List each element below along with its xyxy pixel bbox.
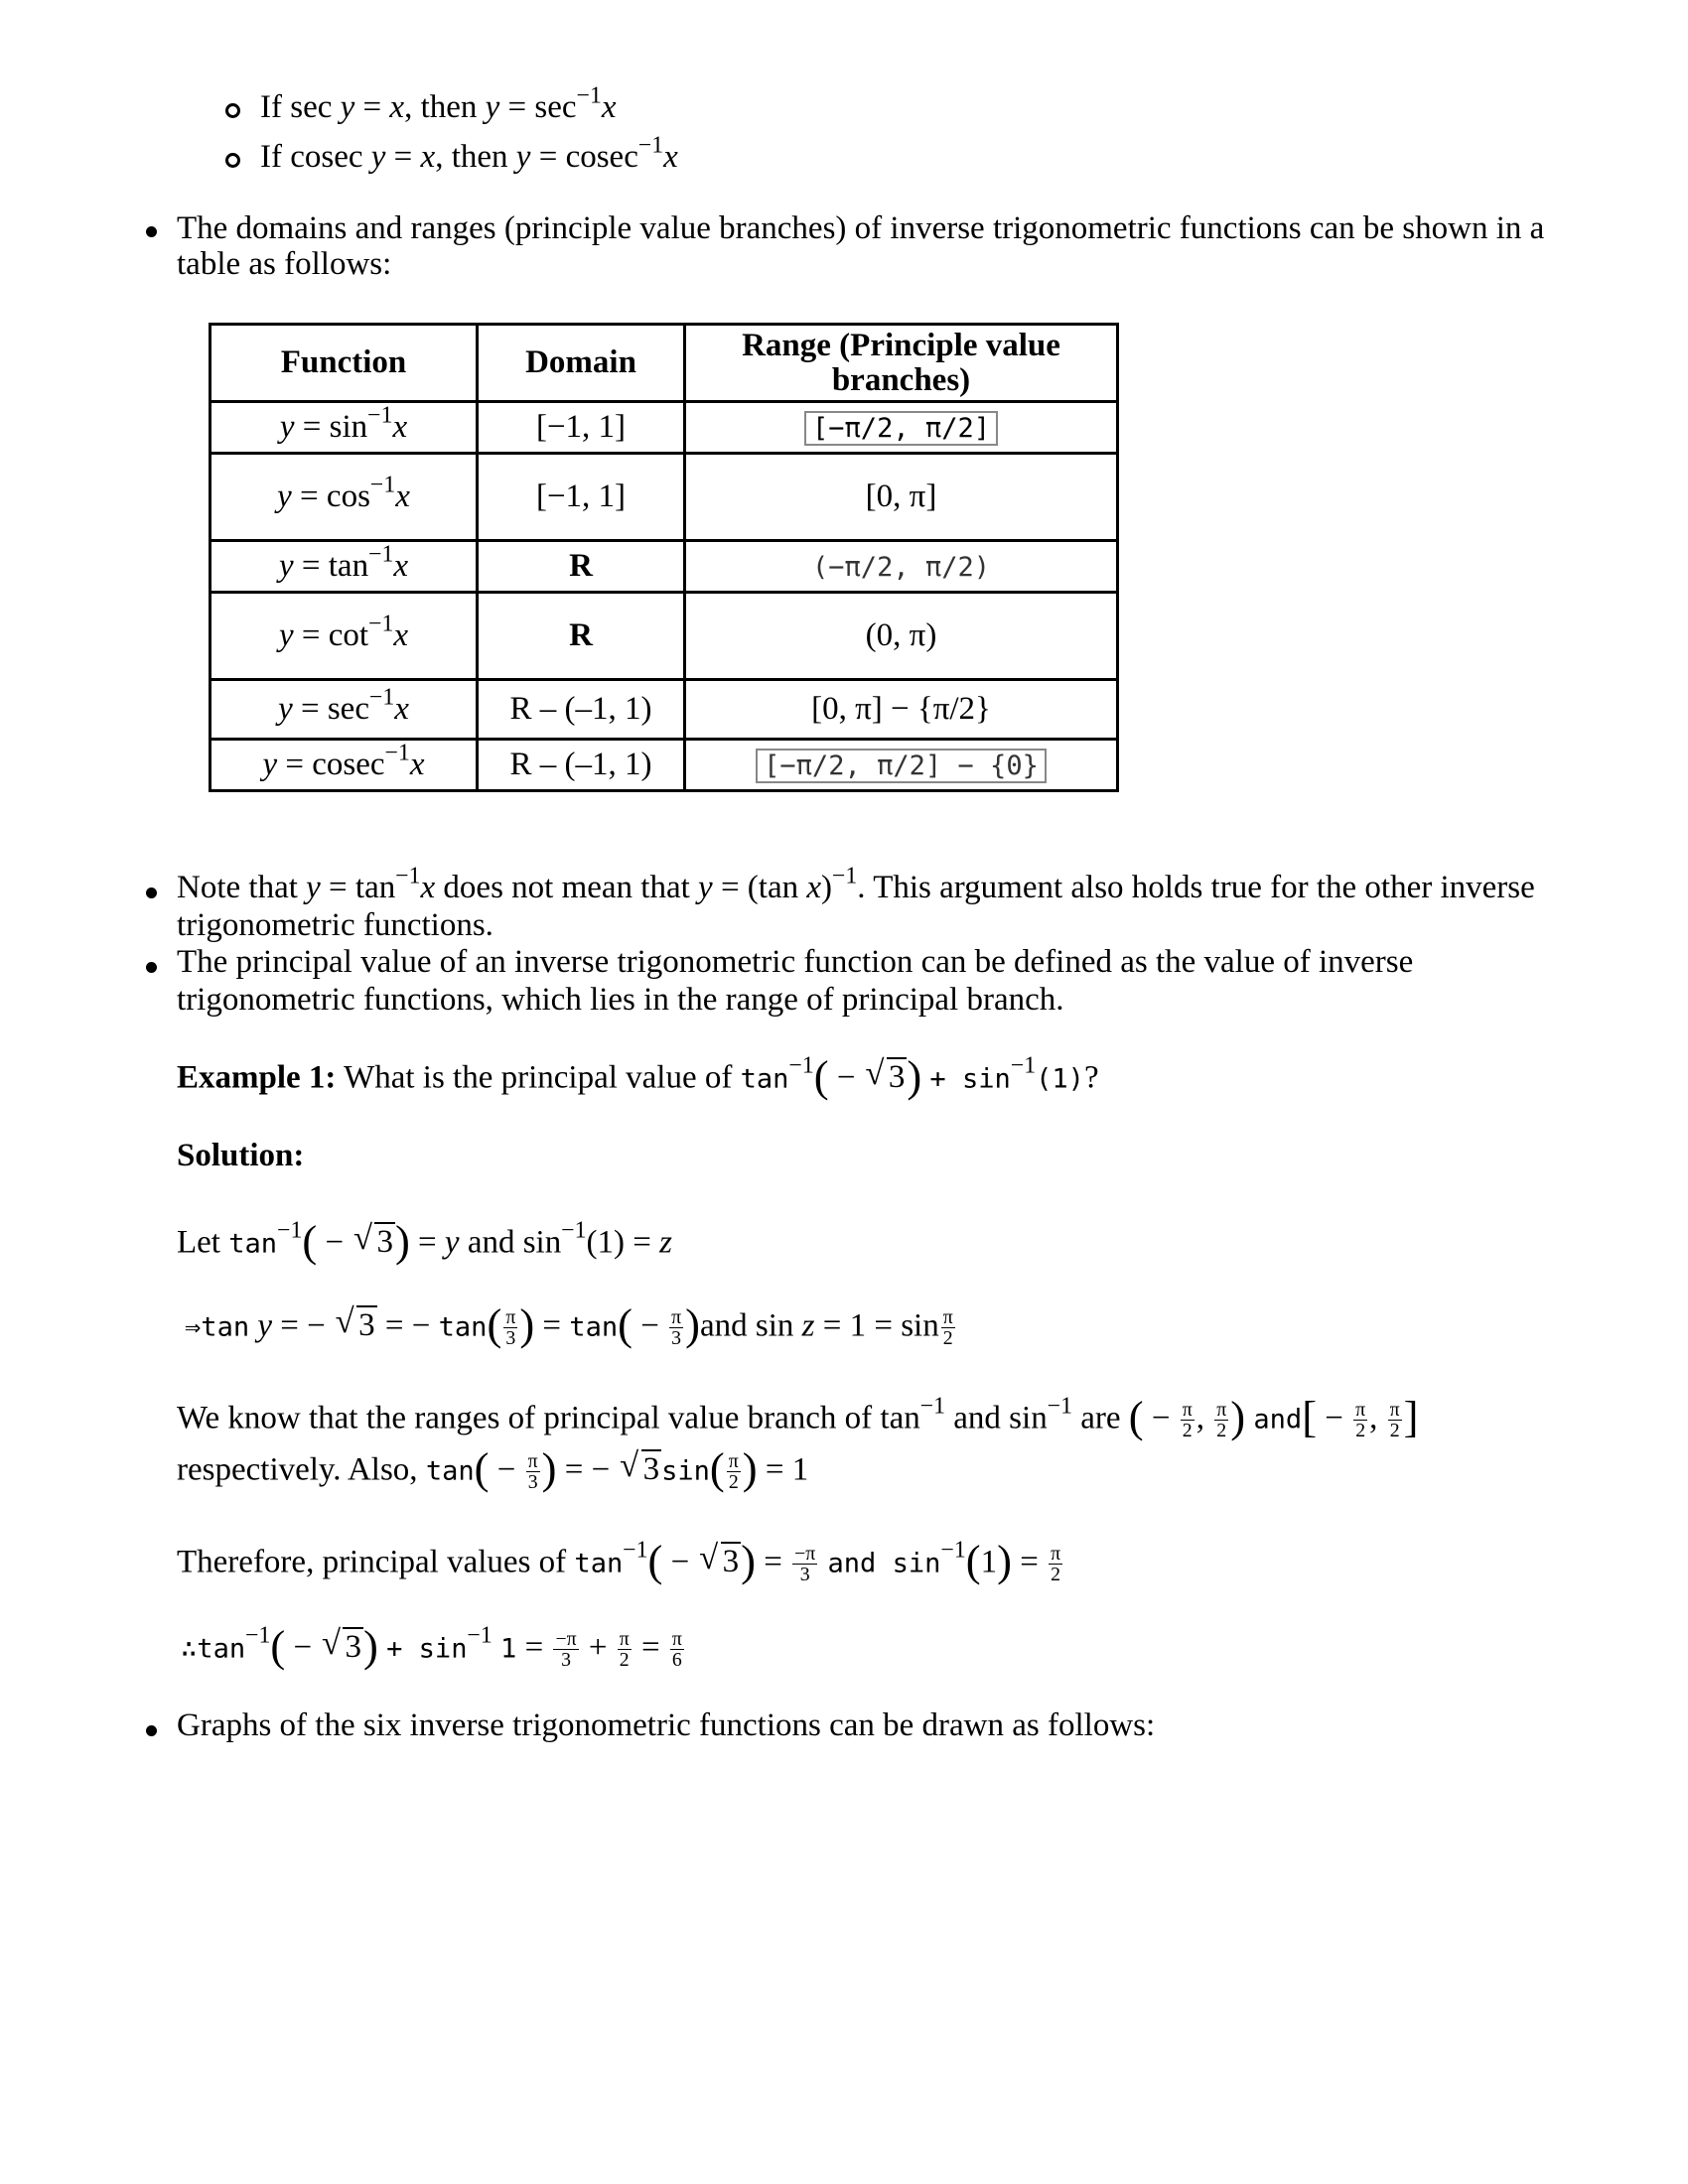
cell-domain: R – (–1, 1) (478, 680, 685, 740)
note-line-1: Note that $y = \tan^{-1}x$ does not mean that y = (tan x)$^{-1}$. This argument also holds true for the other inverse (177, 863, 1535, 905)
bullet-marker (146, 962, 157, 973)
solution-therefore-line: Therefore, principal values of $\tan^{-1}$( − √ 3) = $\frac{-\pi}{3}$ and $\sin^{-1}(1)$ = $\frac{\pi}{2}$ (177, 1537, 1064, 1585)
cell-function: $y = \cot^{-1}x$ (211, 593, 478, 680)
cell-function: y = cosec$^{-1}$x (211, 740, 478, 791)
solution-let-line: Let $\tan^{-1}$( − √ 3) = y and $\sin^{-1}(1) = z$ (177, 1217, 672, 1266)
header-range: Range (Principle value branches) (685, 325, 1118, 402)
cell-function: $y = \sec^{-1}x$ (211, 680, 478, 740)
solution-result-line: $\therefore\tan^{-1}$( − √ $3) + \sin^{-1} 1$ = $\frac{-\pi}{3}$ + $\frac{\pi}{2}$ = $\frac{\pi}{6}$ (181, 1622, 686, 1671)
bullet-marker (146, 1725, 157, 1736)
cell-range: (−π/2, π/2) (685, 541, 1118, 593)
solution-respectively-line: respectively. Also, tan( − $\frac{\pi}{3}$ ) = − √ 3sin( $\frac{\pi}{2}$ ) = 1 (177, 1444, 808, 1493)
solution-label: Solution: (177, 1138, 305, 1173)
cell-domain: [−1, 1] (478, 402, 685, 454)
cell-range: [−π/2, π/2] − {0} (685, 740, 1118, 791)
header-function: Function (211, 325, 478, 402)
table-row (211, 740, 1118, 791)
sub-bullet-sec: If sec y = x, then $y = \sec^{-1}x$ (260, 82, 617, 125)
cell-range: [0, π] (685, 454, 1118, 541)
graphs-bullet-text: Graphs of the six inverse trigonometric functions can be drawn as follows: (177, 1707, 1156, 1743)
cell-domain: [−1, 1] (478, 454, 685, 541)
table-row (211, 680, 1118, 740)
table-row (211, 402, 1118, 454)
example-question: Example 1: What is the principal value of $\tan^{-1}$( − √ $3) + \sin^{-1}(1)$? (177, 1052, 1099, 1101)
cell-range: (0, π) (685, 593, 1118, 680)
cell-function: $y = \sin^{-1}x$ (211, 402, 478, 454)
solution-know-line: We know that the ranges of principal value branch of $\tan^{-1}$ and $\sin^{-1}$ are ( − $\frac{\pi}{2}$ , $\frac{\pi}{2}$ ) and[ − $\frac{\pi}{2}$ , $\frac{\pi}{2}$ ] (177, 1392, 1419, 1442)
cell-domain: R (478, 593, 685, 680)
principal-line-2: trigonometric functions, which lies in the range of principal branch. (177, 982, 1064, 1018)
sub-bullet-marker (225, 103, 240, 118)
cell-function: $y = \cos^{-1}x$ (211, 454, 478, 541)
table-row (211, 454, 1118, 541)
cell-domain: R – (–1, 1) (478, 740, 685, 791)
solution-implies-line: ⇒tan y = − √ 3 = − tan( $\frac{\pi}{3}$ ) = tan( − $\frac{\pi}{3}$ )and sin z = 1 = sin $\frac{\pi}{2}$ (185, 1300, 957, 1349)
table-row (211, 541, 1118, 593)
cell-function: $y = \tan^{-1}x$ (211, 541, 478, 593)
table-row (211, 593, 1118, 680)
inverse-trig-table (209, 323, 1119, 792)
principal-line-1: The principal value of an inverse trigonometric function can be defined as the value of inverse (177, 944, 1414, 980)
bullet-marker (146, 226, 157, 237)
sub-bullet-marker (225, 153, 240, 168)
note-line-2: trigonometric functions. (177, 907, 493, 943)
table-intro-text: The domains and ranges (principle value branches) of inverse trigonometric functions can be shown in a table as follows: (177, 210, 1545, 282)
bullet-marker (146, 887, 157, 898)
cell-range: [−π/2, π/2] (685, 402, 1118, 454)
header-domain: Domain (478, 325, 685, 402)
cell-domain: R (478, 541, 685, 593)
cell-range: [0, π] − {π/2} (685, 680, 1118, 740)
sub-bullet-cosec: If cosec y = x, then y = cosec$^{-1}$x (260, 132, 678, 175)
